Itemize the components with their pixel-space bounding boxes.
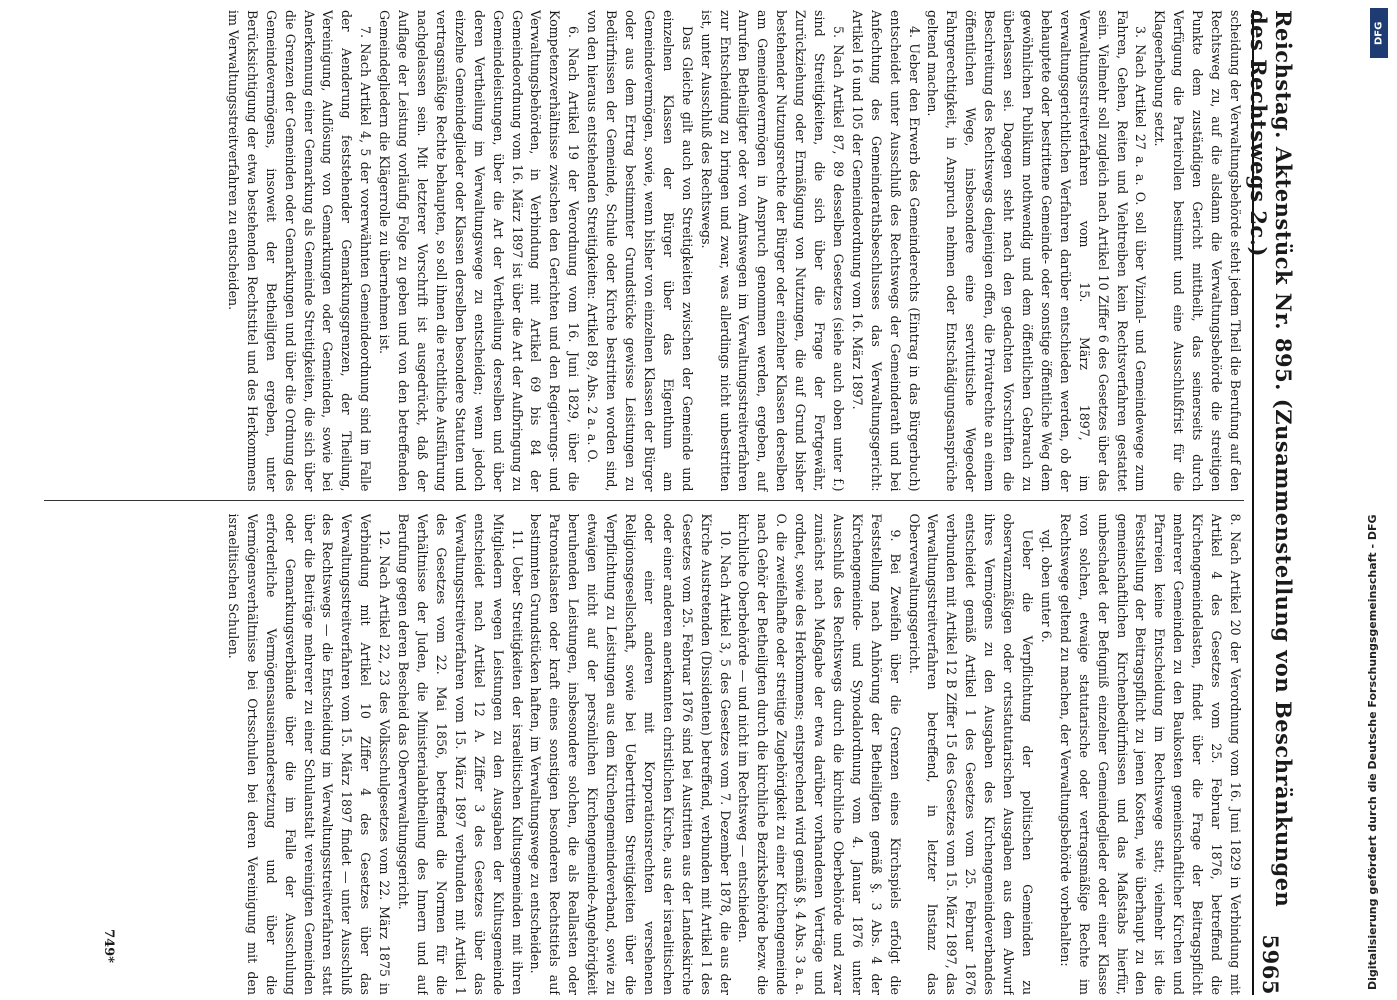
paragraph: Das Gleiche gilt auch von Streitigkeiten zwischen der Gemeinde und einzelnen Klassen der Bürger über das Eigenthum am Gemeindevermögen, sowie, wenn bisher von einzelnen Klassen der Bürger oder aus dem Ertrag bestimmter Grundstücke gewisse Leistungen zu Bedürfnissen der Gemeinde, Schule oder Kirche bestritten worden sind, von den hieraus entstehenden Streitigkeiten: Artikel 89, Abs. 2 a. a. O. xyxy=(585,10,695,492)
paragraph: scheidung der Verwaltungsbehörde steht jedem Theil die Berufung auf den Rechtsweg zu, auf die alsdann die Verwaltungsbehörde die streitigen Punkte dem zuständigen Gericht mittheilt, das seinerseits durch Verfügung die Parteirollen bestimmt und eine Ausschlußfrist für die Klageerhebung setzt. xyxy=(1152,10,1243,492)
page-number: 5965 xyxy=(1258,934,1284,995)
paragraph: 10. Nach Artikel 3, 5 des Gesetzes vom 7. Dezember 1878, die aus der Kirche Austretenden (Dissidenten) betreffend, verbunden mit Artikel 1 des Gesetzes vom 25. Februar 1876 sind bei Austritten aus der Landeskirche oder einer anderen anerkannten christlichen Kirche, aus der israelitischen oder einer anderen mit Korporationsrechten versehenen Religionsgesellschaft, sowie bei Uebertritten Streitigkeiten über die Verpflichtung zu Leistungen aus dem Kirchengemeindeverband, sowie zu etwaigen nicht auf der persönlichen Kirchengemeinde-Angehörigkeit beruhenden Leistungen, insbesondere solchen, die als Reallasten oder Patronatslasten oder kraft eines sonstigen besonderen Rechtstitels auf bestimmten Grundstücken haften, im Verwaltungswege zu entscheiden. xyxy=(528,513,733,995)
digitization-note: Digitalisierung gefördert durch die Deutsche Forschungsgemeinschaft - DFG xyxy=(1366,514,1379,990)
signature-mark: 749* xyxy=(101,929,116,963)
right-column xyxy=(124,514,1244,996)
left-column xyxy=(124,10,1244,492)
paragraph: 9. Bei Zweifeln über die Grenzen eines Kirchspiels erfolgt die Feststellung nach Anhörung der Betheiligten gemäß §. 3 Abs. 4 der Kirchengemeinde- und Synodalordnung vom 4. Januar 1876 unter Ausschluß des Rechtswegs durch die kirchliche Oberbehörde und zwar zunächst nach Maßgabe der etwa darüber vorhandenen Verträge und ordnet, sowie des Herkommens; entsprechend wird gemäß §. 4 Abs. 3 a. a. O. die zweifelhafte oder streitige Zugehörigkeit zu einer Kirchengemeinde nach Gehör der Betheiligten durch die kirchliche Bezirksbehörde bezw. die kirchliche Oberbehörde — und nicht im Rechtsweg — entschieden. xyxy=(736,513,903,995)
paragraph: 5. Nach Artikel 87, 89 desselben Gesetzes (siehe auch oben unter f.) sind Streitigkeiten, die sich über die Frage der Fortgewähr, Zurückziehung oder Ermäßigung von Nutzungen, die auf Grund bisher bestehender Nutzungsrechte der Bürger oder einzelner Klassen derselben am Gemeindevermögen in Anspruch genommen werden, ergeben, auf Anrufen Betheiligter oder von Amtswegen im Verwaltungsstreitverfahren zur Entscheidung zu bringen und zwar, was allerdings nicht unbestritten ist, unter Ausschluß des Rechtswegs. xyxy=(698,10,846,492)
text-columns xyxy=(124,10,1244,995)
paragraph: 6. Nach Artikel 19 der Verordnung vom 16. Juni 1829, über die Kompetenzverhältnisse zwischen den Gerichten und den Regierungs- und Verwaltungsbehörden, in Verbindung mit Artikel 69 bis 84 der Gemeindeordnung vom 16. März 1897 ist über die Art der Aufbringung zu Gemeindeleistungen, über die Art der Vertheilung derselben und über deren Vertheilung im Verwaltungswege zu entscheiden; wenn jedoch einzelne Gemeindeglieder oder Klassen derselben besondere Statuten und vertragsmäßige Rechte behaupten, so soll ihnen die rechtliche Ausführung nachgelassen sein. Mit letzterer Vorschrift ist ausgedrückt, daß der Auflage der Leistung vorläufig Folge zu geben und von den betreffenden Gemeindegliedern die Klägerrolle zu übernehmen ist. xyxy=(377,10,582,492)
paragraph: 7. Nach Artikel 4, 5 der vorerwähnten Gemeindeordnung sind im Falle der Aenderung feststehender Gemarkungsgrenzen, der Theilung, Vereinigung, Auflösung von Gemarkungen oder Gemeinden, sowie bei Anerkennung einer Gemarkung als Gemeinde Streitigkeiten, die sich über die Grenzen der Gemeinden oder Gemarkungen und über die Ordnung des Gemeindevermögens, insoweit der Betheiligten ergeben, unter Berücksichtigung der etwa bestehenden Rechtstitel und des Herkommens im Verwaltungsstreitverfahren zu entscheiden. xyxy=(225,10,374,492)
paragraph: 4. Ueber den Erwerb des Gemeinderechts (Eintrag in das Bürgerbuch) entscheidet unter Ausschluß des Rechtswegs der Gemeinderath und bei Anfechtung des Gemeinderathsbeschlusses das Verwaltungsgericht: Artikel 16 und 105 der Gemeindeordnung vom 16. März 1897. xyxy=(849,10,922,492)
paragraph: 3. Nach Artikel 27 a. a. O. soll über Vizinal- und Gemeindewege zum Fahren, Gehen, Reiten und Viehtreiben kein Rechtsverfahren gestattet sein. Vielmehr soll zugleich nach Artikel 10 Ziffer 6 des Gesetzes über das Verwaltungsstreitverfahren vom 15. März 1897, im verwaltungsgerichtlichen Verfahren darüber entschieden werden, ob der behauptete oder bestrittene Gemeinde- oder sonstige öffentliche Weg dem gewöhnlichen Publikum nothwendig und dem öffentlichen Gebrauch zu überlassen sei. Dagegen steht nach den gedachten Vorschriften die Beschreitung des Rechtswegs denjenigen offen, die Privatrechte an einem öffentlichen Wege, insbesondere eine servitutische Wegeoder Fahrgerechtigkeit, in Anspruch nehmen oder Entschädigungsansprüche geltend machen. xyxy=(925,10,1149,492)
paragraph: Ueber die Verpflichtung der politischen Gemeinden zu observanzmäßigen oder ortsstatutarischen Ausgaben aus dem Abwurf ihres Vermögens zu den Ausgaben des Kirchengemeindeverbandes entscheidet gemäß Artikel 1 des Gesetzes vom 25. Februar 1876 verbunden mit Artikel 12 B Ziffer 15 des Gesetzes vom 15. März 1897, das Verwaltungsstreitverfahren betreffend, in letzter Instanz das Oberverwaltungsgericht. xyxy=(906,513,1036,995)
running-title: Reichstag. Aktenstück Nr. 895. (Zusammenstellung von Beschränkungen des Rechtswegs 2c.) xyxy=(1246,10,1296,908)
column-divider xyxy=(44,500,1244,501)
paragraph: vgl. oben unter 6. xyxy=(1038,529,1054,643)
paragraph: 12. Nach Artikel 22, 23 des Volksschulgesetzes vom 22. März 1875 in Verbindung mit Artikel 10 Ziffer 4 des Gesetzes über das Verwaltungsstreitverfahren vom 15. März 1897 findet — unter Ausschluß des Rechtswegs — die Entscheidung im Verwaltungsstreitverfahren statt über die Beiträge mehrerer zu einer Schulanstalt vereinigten Gemeinden oder Gemarkungsverbände über die im Falle der Ausschulung erforderliche Vermögensauseinandersetzung und über die Vermögensverhältnisse bei Ortsschulen bei deren Vereinigung mit den israelitischen Schulen. xyxy=(225,513,393,995)
paragraph: 11. Ueber Streitigkeiten der israelitischen Kultusgemeinden mit ihren Mitgliedern wegen Leistungen zu den Ausgaben der Kultusgemeinde entscheidet nach Artikel 12 A. Ziffer 3 des Gesetzes über das Verwaltungsstreitverfahren vom 15. März 1897 verbunden mit Artikel 1 des Gesetzes vom 22. Mai 1856, betreffend die Normen für die Verhältnisse der Juden, die Ministerialabtheilung des Innern und auf Berufung gegen deren Bescheid das Oberverwaltungsgericht. xyxy=(396,513,525,995)
dfg-logo: DFG xyxy=(1370,8,1388,58)
paragraph: 8. Nach Artikel 20 der Verordnung vom 16. Juni 1829 in Verbindung mit Artikel 4 des Gesetzes vom 25. Februar 1876, betreffend die Kirchengemeindelasten, findet über die Frage der Beitragspflicht mehrerer Gemeinden zu den Baukosten gemeinschaftlicher Kirchen und Pfarreien keine Entscheidung im Rechtswege statt; vielmehr ist die Feststellung der Beitragspflicht zu jenen Kosten, wie überhaupt zu den gemeinschaftlichen Kirchenbedürfnissen und das Maßstabs hierfür, unbeschadet der Befugniß einzelner Gemeindeglieder oder einer Klasse von solchen, etwaige statutarische oder vertragsmäßige Rechte im Rechtswege geltend zu machen, der Verwaltungsbehörde vorbehalten: xyxy=(1057,513,1243,995)
document-page xyxy=(88,10,1296,995)
page-header xyxy=(1246,10,1296,995)
